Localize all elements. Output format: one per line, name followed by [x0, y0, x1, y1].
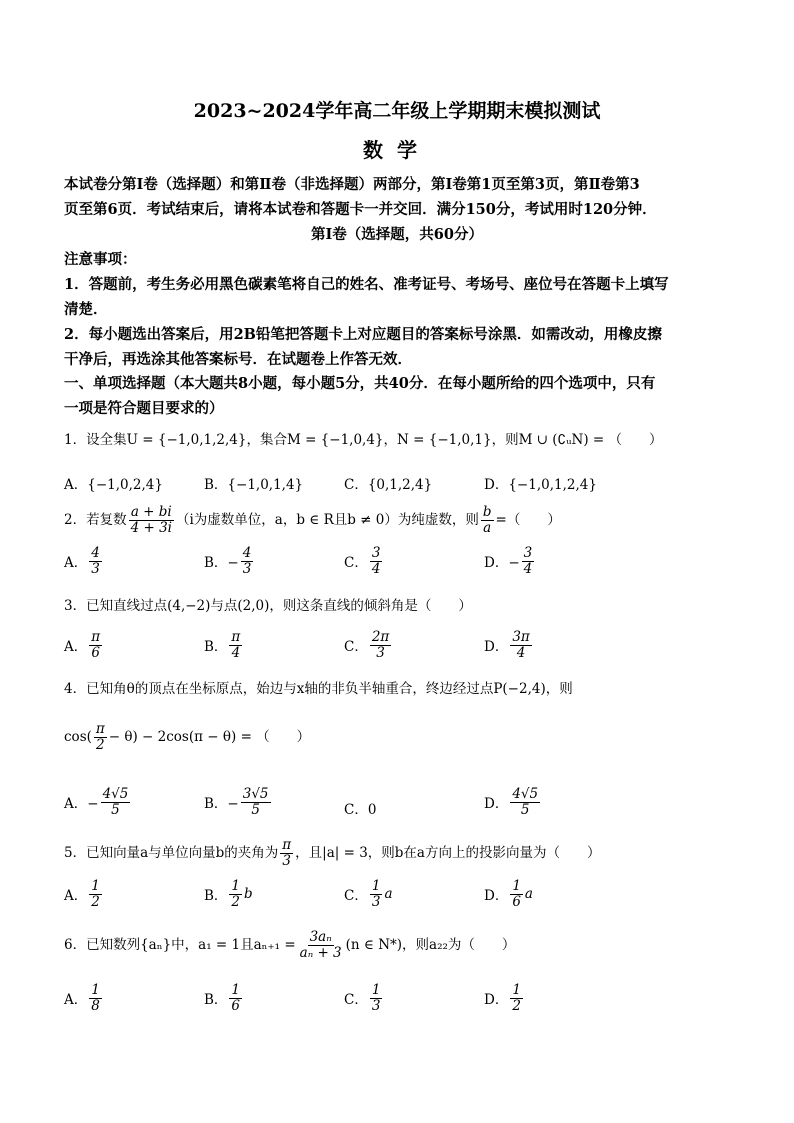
part1-line-1: 一、单项选择题（本大题共8小题，每小题5分，共40分．在每小题所给的四个选项中，只有: [64, 375, 656, 392]
q5-angle-den: 3: [282, 852, 292, 869]
q2-option-c-den: 4: [371, 560, 381, 577]
q2-stem: [64, 505, 561, 536]
q2-fraction-den: 4 + 3i: [130, 519, 172, 536]
q6-option-b: [204, 983, 244, 1014]
q3-option-a-num: π: [91, 629, 101, 645]
q5-option-a-num: 1: [91, 878, 100, 894]
q4-option-a: [64, 787, 132, 818]
note-2-line-2: 干净后，再选涂其他答案标号．在试题卷上作答无效．: [64, 351, 412, 368]
q6-stem: [64, 930, 515, 961]
q5-option-a-label: A．: [64, 888, 88, 905]
q6-option-d: [484, 983, 525, 1014]
intro-line-2: 页至第6页．考试结束后，请将本试卷和答题卡一并交回．满分150分，考试用时120分钟．: [64, 201, 657, 218]
q4-option-d-num: 4√5: [512, 786, 539, 802]
q5-option-a-den: 2: [91, 893, 100, 910]
q5-angle-num: π: [282, 837, 292, 853]
q2-ratio: [481, 505, 494, 536]
q6-option-a-den: 8: [91, 997, 100, 1014]
q5-option-d-label: D．: [484, 888, 509, 905]
q1-option-b: B．{−1,0,1,4}: [204, 477, 304, 493]
q6-option-b-num: 1: [231, 982, 241, 998]
q1-option-d: D．{−1,0,1,2,4}: [484, 477, 597, 493]
q6-option-a-num: 1: [91, 982, 100, 998]
q2-stem-mid: （i为虚数单位，a，b ∈ R且b ≠ 0）为纯虚数，则: [175, 512, 479, 529]
q3-option-a-den: 6: [91, 644, 100, 661]
exam-subject: 数学: [363, 138, 431, 162]
q6-option-a-label: A．: [64, 992, 88, 1009]
q3-option-d-den: 4: [516, 644, 526, 661]
q2-option-a: [64, 546, 104, 577]
note-1-line-2: 清楚．: [64, 301, 108, 318]
q5-option-b-den: 2: [231, 893, 241, 910]
q5-stem-pre: 5．已知向量a与单位向量b的夹角为: [64, 845, 279, 862]
q5-option-c-num: 1: [371, 878, 381, 894]
q6-stem-post: (n ∈ N*)，则a₂₂为（ ）: [345, 937, 516, 954]
q4-option-a-num: 4√5: [102, 786, 129, 802]
q5-option-b-label: B．: [204, 888, 228, 905]
q2-ratio-den: a: [483, 519, 492, 536]
q2-stem-pre: 2．若复数: [64, 512, 127, 529]
q5-option-d-vector: a: [524, 886, 533, 903]
q2-fraction: [129, 505, 174, 536]
exam-title: 2023~2024学年高二年级上学期期末模拟测试: [193, 100, 601, 122]
q2-option-d: [484, 546, 536, 577]
q3-option-c-num: 2π: [371, 629, 390, 645]
q1-option-c: C．{0,1,2,4}: [344, 477, 433, 493]
q5-option-c-vector: a: [384, 886, 393, 903]
q4-option-c: C．0: [344, 802, 377, 818]
q3-option-b-label: B．: [204, 639, 228, 656]
q6-option-d-label: D．: [484, 992, 509, 1009]
q4-option-d: [484, 787, 542, 818]
q2-option-a-num: 4: [91, 545, 100, 561]
q6-option-c: [344, 983, 384, 1014]
q6-option-b-den: 6: [231, 997, 241, 1014]
q5-option-b: [204, 879, 253, 910]
q5-stem: [64, 838, 600, 869]
q2-option-a-label: A．: [64, 555, 88, 572]
q6-option-d-num: 1: [512, 982, 521, 998]
q4-expression: [64, 722, 310, 753]
q4-option-a-den: 5: [111, 801, 120, 818]
q6-option-c-num: 1: [371, 982, 381, 998]
note-1-line-1: 1．答题前，考生务必用黑色碳素笔将自己的姓名、准考证号、考场号、座位号在答题卡上填写: [64, 276, 669, 293]
q4-expr-num: π: [95, 721, 105, 737]
q4-option-d-label: D．: [484, 796, 509, 813]
q2-option-d-label: D．−: [484, 555, 520, 572]
q3-option-c-den: 3: [376, 644, 385, 661]
q2-option-b-num: 4: [242, 545, 252, 561]
q2-option-b-label: B．−: [204, 555, 239, 572]
q4-option-b: [204, 787, 273, 818]
q6-option-b-label: B．: [204, 992, 228, 1009]
q3-option-b-den: 4: [231, 644, 241, 661]
q2-ratio-num: b: [482, 504, 492, 520]
q5-option-d-den: 6: [512, 893, 521, 910]
q5-option-b-vector: b: [244, 886, 253, 903]
q6-option-c-den: 3: [371, 997, 381, 1014]
q3-option-b-num: π: [231, 629, 241, 645]
q3-option-a-label: A．: [64, 639, 88, 656]
q5-option-d-num: 1: [512, 878, 521, 894]
q2-option-a-den: 3: [91, 560, 100, 577]
q6-option-d-den: 2: [512, 997, 521, 1014]
q5-option-c-label: C．: [344, 888, 368, 905]
q4-option-b-num: 3√5: [242, 786, 269, 802]
q6-option-c-label: C．: [344, 992, 368, 1009]
notes-heading: 注意事项：: [64, 251, 137, 268]
q5-option-d: [484, 879, 533, 910]
q2-option-c-num: 3: [371, 545, 381, 561]
q2-fraction-num: a + bi: [130, 504, 172, 520]
q3-option-b: [204, 630, 244, 661]
part1-line-2: 一项是符合题目要求的）: [64, 400, 224, 417]
q3-option-d: [484, 630, 534, 661]
q4-stem: 4．已知角θ的顶点在坐标原点，始边与x轴的非负半轴重合，终边经过点P(−2,4)，则: [64, 681, 573, 697]
q5-option-c-den: 3: [371, 893, 381, 910]
q5-option-c: [344, 879, 393, 910]
q1-stem: 1．设全集U = {−1,0,1,2,4}，集合M = {−1,0,4}，N = {−1,0,1}，则M ∪ (∁ᵤN) = （ ）: [64, 432, 663, 448]
q2-option-b-den: 3: [242, 560, 252, 577]
q2-option-c: [344, 546, 384, 577]
intro-line-1: 本试卷分第Ⅰ卷（选择题）和第Ⅱ卷（非选择题）两部分，第Ⅰ卷第1页至第3页，第Ⅱ卷第3: [64, 176, 640, 193]
q4-expr-pre: cos(: [64, 729, 92, 746]
q3-option-c: [344, 630, 393, 661]
q2-stem-post: =（ ）: [495, 512, 561, 529]
q2-option-b: [204, 546, 255, 577]
q6-recurrence-den: aₙ + 3: [299, 944, 342, 961]
q4-expr-post: − θ) − 2cos(π − θ) = （ ）: [108, 729, 311, 746]
q4-option-a-label: A．−: [64, 796, 99, 813]
section-heading: 第Ⅰ卷（选择题，共60分）: [311, 226, 483, 243]
q3-option-c-label: C．: [344, 639, 368, 656]
q4-option-b-label: B．−: [204, 796, 239, 813]
q4-expr-den: 2: [96, 736, 105, 753]
q2-option-c-label: C．: [344, 555, 368, 572]
q2-option-d-num: 3: [523, 545, 533, 561]
q4-option-b-den: 5: [251, 801, 260, 818]
q3-option-d-label: D．: [484, 639, 509, 656]
note-2-line-1: 2．每小题选出答案后，用2B铅笔把答题卡上对应题目的答案标号涂黑．如需改动，用橡皮擦: [64, 326, 662, 343]
q4-option-d-den: 5: [520, 801, 530, 818]
q5-stem-post: ，且|a| = 3，则b在a方向上的投影向量为（ ）: [295, 845, 601, 862]
q5-option-a: [64, 879, 104, 910]
q5-option-b-num: 1: [231, 878, 241, 894]
q1-option-a: A．{−1,0,2,4}: [64, 477, 163, 493]
q2-option-d-den: 4: [523, 560, 533, 577]
q6-stem-pre: 6．已知数列{aₙ}中，a₁ = 1且aₙ₊₁ =: [64, 937, 296, 954]
q3-option-d-num: 3π: [512, 629, 530, 645]
q6-recurrence-num: 3aₙ: [309, 929, 332, 945]
q6-option-a: [64, 983, 104, 1014]
q3-option-a: [64, 630, 104, 661]
q3-stem: 3．已知直线过点(4,−2)与点(2,0)，则这条直线的倾斜角是（ ）: [64, 598, 472, 614]
